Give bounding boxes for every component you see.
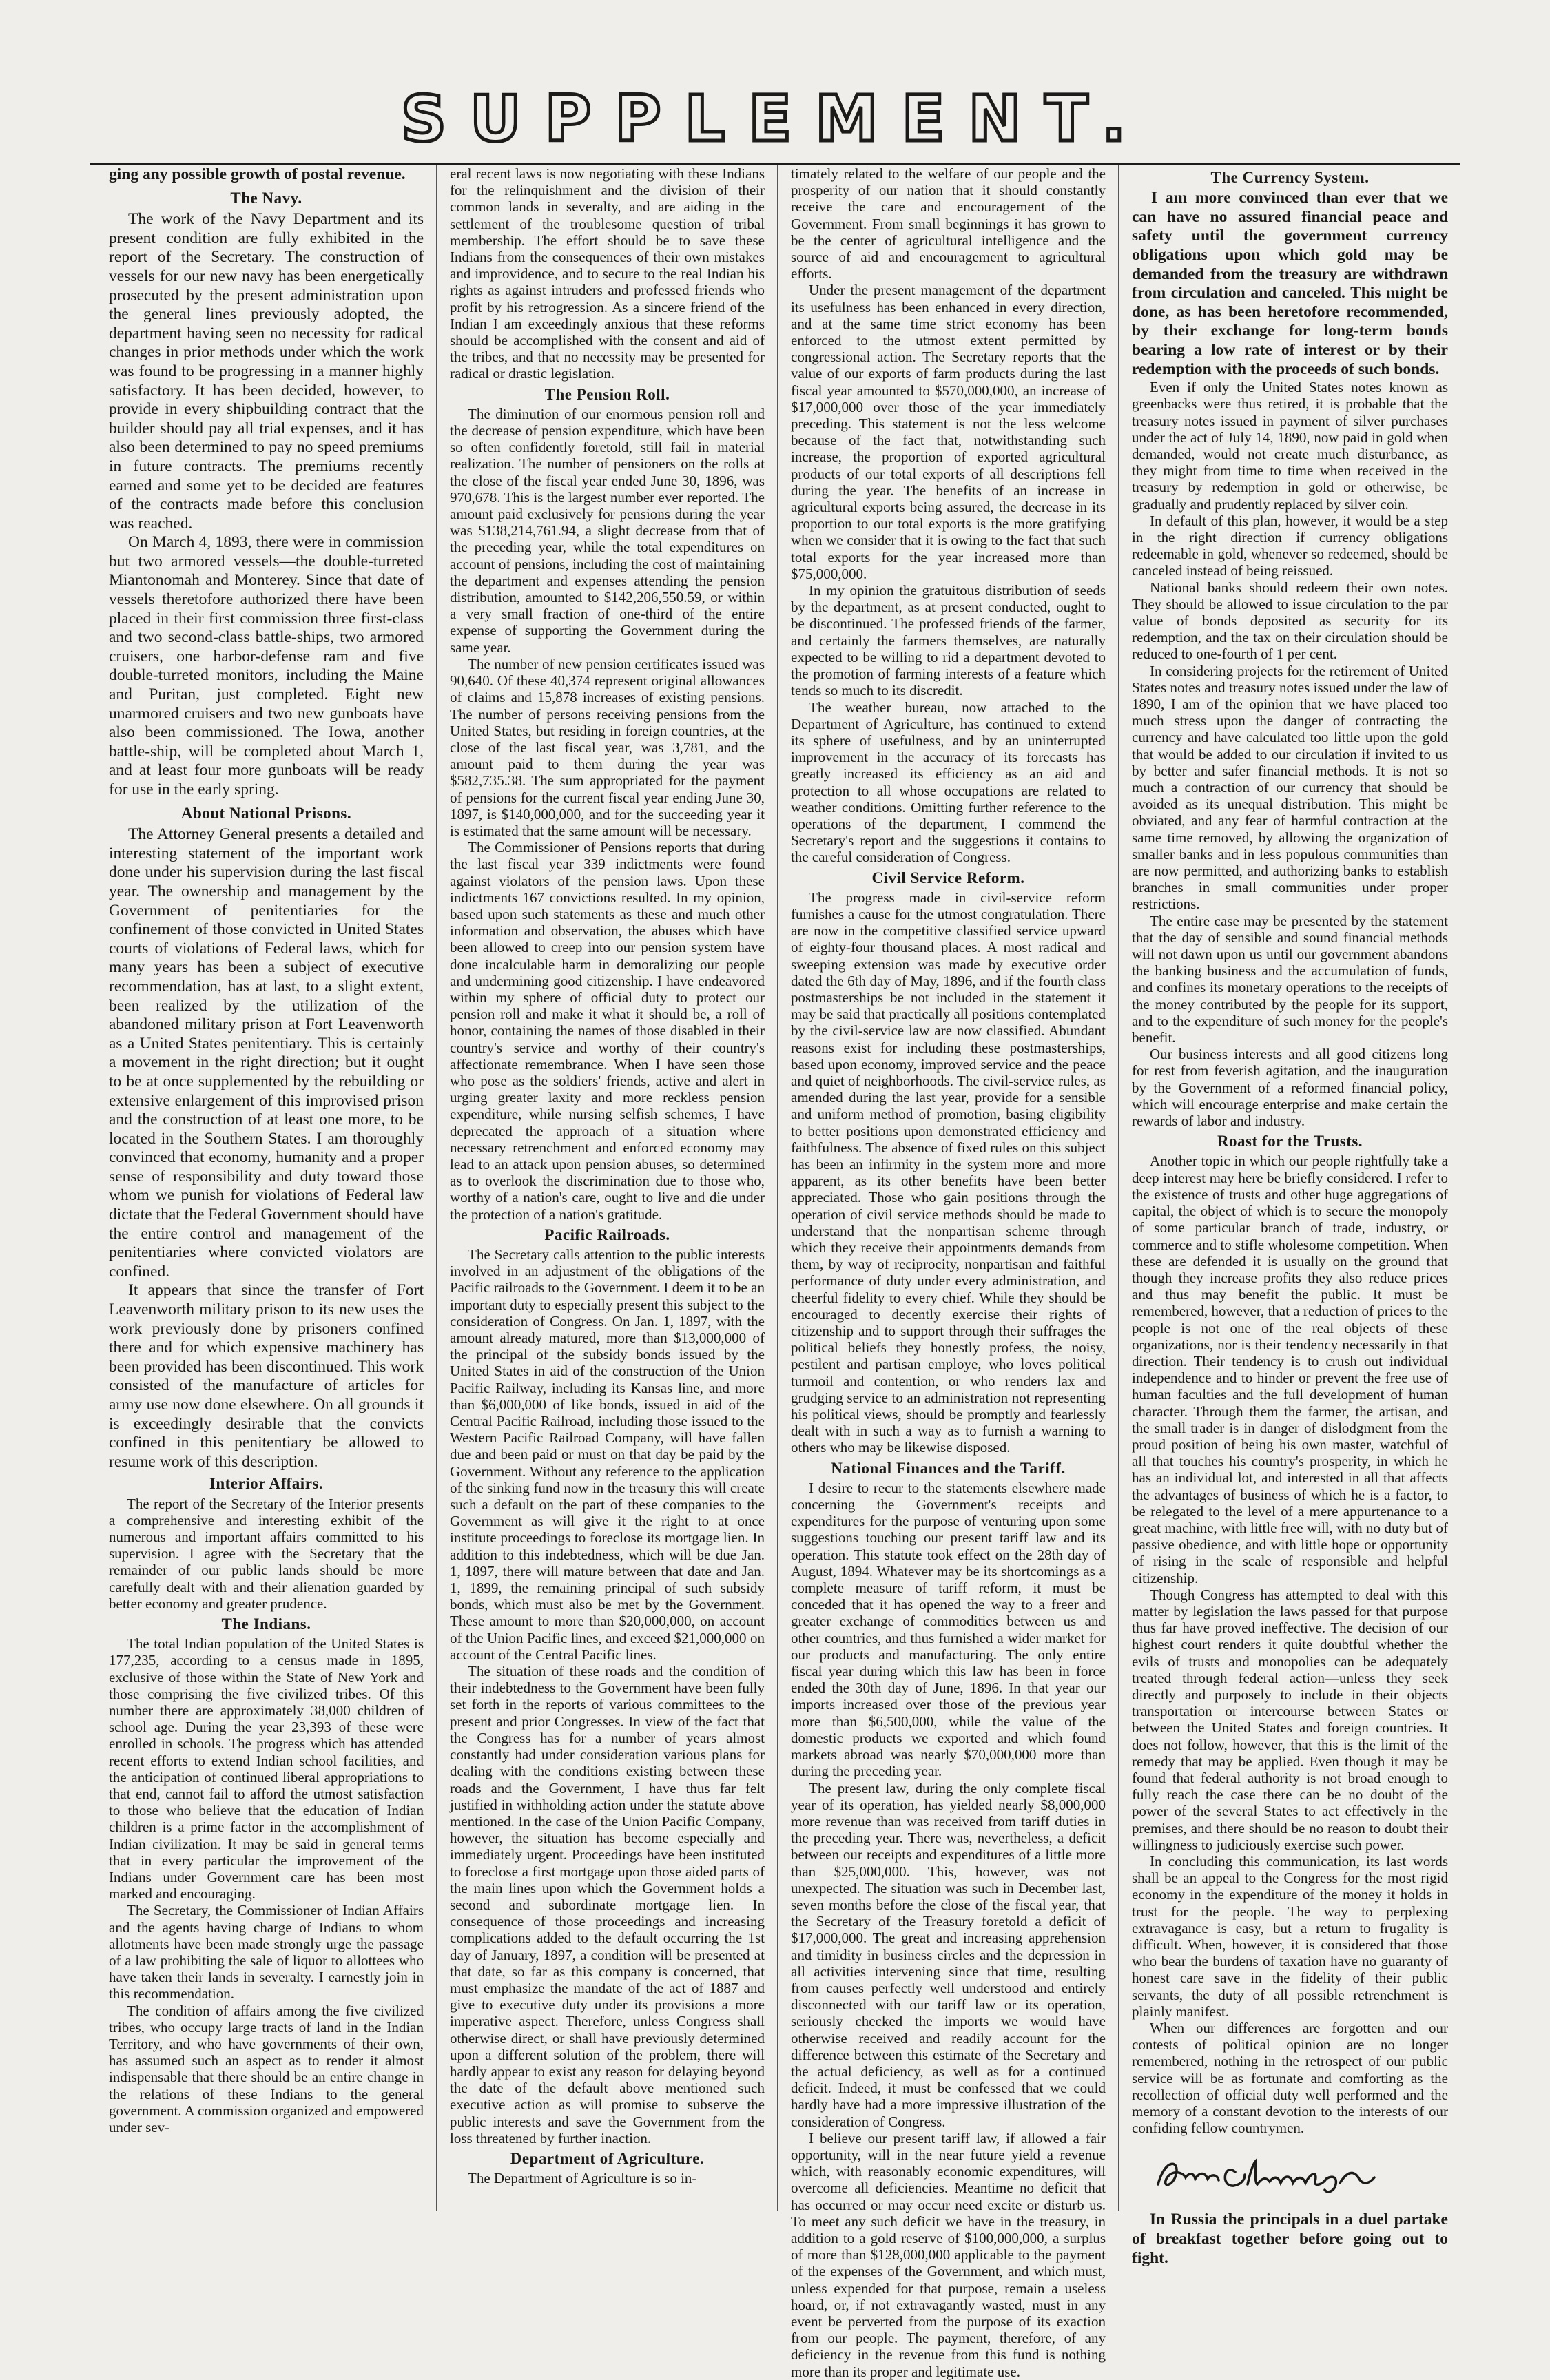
- heading-civil-service: Civil Service Reform.: [871, 869, 1025, 887]
- paragraph: Even if only the United States notes known as greenbacks were thus retired, it is probable that the treasury notes issued in payment of silver purchases under the act of July 14, 1890, now paid in gold when demanded, would not create much disturbance, as they might from time to time when received in the treasury by redemption in gold or otherwise, be gradually and prudently replaced by silver coin.: [1132, 379, 1448, 513]
- heading-agriculture: Department of Agriculture.: [510, 2149, 705, 2167]
- paragraph: timately related to the welfare of our people and the prosperity of our nation that it should constantly receive the care and encouragement of the Government. From small beginnings it has grown to be the center of agricultural intelligence and the source of aid and encouragement to agricultural efforts.: [791, 165, 1106, 282]
- paragraph: The total Indian population of the United States is 177,235, according to a census made in 1895, exclusive of those within the State of New York and those comprising the five civilized tribes. Of this number there are approximately 38,000 children of school age. During the year 23,393 of these were enrolled in schools. The progress which has attended recent efforts to extend Indian school facilities, and the anticipation of continued liberal appropriations to that end, cannot fail to afford the utmost satisfaction to those who believe that the education of Indian children is a prime factor in the accomplishment of Indian civilization. It may be said in general terms that in every particular the improvement of the Indians under Government care has been most marked and encouraging.: [109, 1635, 424, 1903]
- closing-note: In Russia the principals in a duel partake of breakfast together before going out to fight.: [1132, 2211, 1448, 2267]
- paragraph: Under the present management of the department its usefulness has been enhanced in every direction, and at the same time strict economy has been enforced to the utmost extent permitted by congressional action. The Secretary reports that the value of our exports of farm products during the last fiscal year amounted to $570,000,000, an increase of $17,000,000 over those of the year immediately preceding. This statement is not the less welcome because of the fact that, notwithstanding such increase, the proportion of exported agricultural products of our total exports of all descriptions fell during the year. The benefits of an increase in agricultural exports being assured, the decrease in its proportion to our total exports is the more gratifying when we consider that it is owing to the fact that such total exports for the year increased more than $75,000,000.: [791, 282, 1106, 582]
- heading-navy: The Navy.: [230, 189, 302, 207]
- paragraph: The Department of Agriculture is so in-: [468, 2170, 697, 2187]
- column-4-lead: [1132, 189, 1448, 379]
- paragraph: The entire case may be presented by the statement that the day of sensible and sound financial methods will not dawn upon us until our government abandons the banking business and the accumulation of funds, and confines its monetary operations to the receipts of the money contributed by the people for its support, and to the expenditure of such money for the people's benefit.: [1132, 912, 1448, 1046]
- heading-prisons: About National Prisons.: [180, 804, 352, 822]
- paragraph: The progress made in civil-service reform furnishes a cause for the utmost congratulation. There are now in the competitive classified service upward of eighty-four thousand places. A most radical and sweeping extension was made by executive order dated the 6th day of May, 1896, and if the fourth class postmasterships be not included in the statement it may be said that practically all positions contemplated by the civil-service law are now classified. Abundant reasons exist for including these postmasterships, based upon economy, improved service and the peace and quiet of neighborhoods. The civil-service rules, as amended during the last year, provide for a sensible and uniform method of promotion, basing eligibility to better positions upon demonstrated efficiency and faithfulness. The absence of fixed rules on this subject has been an infirmity in the system more and more apparent, as its other benefits have been better appreciated. Those who gain positions through the operation of civil service methods should be made to understand that the nonpartisan scheme through which they receive their appointments demands from them, by way of reciprocity, nonpartisan and faithful performance of duty under every administration, and cheerful fidelity to every chief. While they should be encouraged to decently exercise their rights of citizenship and to support through their suffrages the political beliefs they honestly profess, the noisy, pestilent and partisan employe, who loves political turmoil and contention, or who renders lax and grudging service to an administration not representing his political views, should be promptly and fearlessly dealt with in such a way as to furnish a warning to others who may be likewise disposed.: [791, 889, 1106, 1456]
- paragraph: The condition of affairs among the five civilized tribes, who occupy large tracts of land in the Indian Territory, and who have governments of their own, has assumed such an aspect as to render it almost indispensable that there should be an entire change in the relations of these Indians to the general government. A commission organized and empowered under sev-: [109, 2002, 424, 2136]
- paragraph: The number of new pension certificates issued was 90,640. Of these 40,374 represent original allowances of claims and 15,878 increases of existing pensions. The number of persons receiving pensions from the United States, but residing in foreign countries, at the close of the last fiscal year, was 3,781, and the amount paid to them during the year was $582,735.38. The sum appropriated for the payment of pensions for the current fiscal year ending June 30, 1897, is $140,000,000, and for the succeeding year it is estimated that the same amount will be necessary.: [450, 655, 765, 839]
- paragraph: The diminution of our enormous pension roll and the decrease of pension expenditure, which have been so often confidently foretold, still fail in material realization. The number of pensioners on the rolls at the close of the fiscal year ended June 30, 1896, was 970,678. This is the largest number ever reported. The amount paid exclusively for pensions during the year was $138,214,761.94, a slight decrease from that of the preceding year, while the total expenditures on account of pensions, including the cost of maintaining the department and expenses attending the pension distribution, amounted to $142,206,550.59, or within a very small fraction of one-third of the entire expense of supporting the Government during the same year.: [450, 405, 765, 656]
- paragraph: In my opinion the gratuitous distribution of seeds by the department, as at present conducted, ought to be discontinued. The professed friends of the farmer, and certainly the farmers themselves, are naturally expected to be willing to rid a department devoted to the promotion of farming interests of a feature which tends so much to its discredit.: [791, 582, 1106, 699]
- paragraph: I desire to recur to the statements elsewhere made concerning the Government's receipts and expenditures for the purpose of venturing upon some suggestions touching our present tariff law and its operation. This statute took effect on the 28th day of August, 1894. Whatever may be its shortcomings as a complete measure of tariff reform, it must be conceded that it has opened the way to a freer and greater exchange of commodities between us and other countries, and thus furnished a wider market for our products and manufacturing. The only entire fiscal year during which this law has been in force ended the 30th day of June, 1896. In that year our imports increased over those of the previous year more than $6,500,000, while the value of the domestic products we exported and which found markets abroad was nearly $70,000,000 more than during the preceding year.: [791, 1479, 1106, 1780]
- paragraph: I am more convinced than ever that we can have no assured financial peace and safety until the government currency obligations upon which gold may be demanded from the treasury are withdrawn from circulation and canceled. This might be done, as has been heretofore recommended, by their exchange for long-term bonds bearing a low rate of interest or by their redemption with the proceeds of such bonds.: [1132, 189, 1448, 378]
- fragment-text: ging any possible growth of postal revenue.: [109, 165, 406, 183]
- signature: [1153, 2151, 1448, 2200]
- paragraph: In concluding this communication, its last words shall be an appeal to the Congress for the most rigid economy in the expenditure of the money it holds in trust for the people. The way to perplexing extravagance is easy, but a return to frugality is difficult. When, however, it is considered that those who bear the burdens of taxation have no guaranty of honest care save in the fidelity of their public servants, the duty of all possible retrenchment is plainly manifest.: [1132, 1853, 1448, 2020]
- paragraph: Another topic in which our people rightfully take a deep interest may here be briefly considered. I refer to the existence of trusts and other huge aggregations of capital, the object of which is to secure the monopoly of some particular branch of trade, industry, or commerce and to stifle wholesome competition. When these are defended it is usually on the ground that though they increase profits they also reduce prices and thus may benefit the public. It must be remembered, however, that a reduction of prices to the people is not one of the real objects of these organizations, nor is their tendency necessarily in that direction. Their tendency is to crush out individual independence and to hinder or prevent the free use of human faculties and the full development of human character. Through them the farmer, the artisan, and the small trader is in danger of dislodgment from the proud position of being his own master, watchful of all that touches his country's prosperity, in which he has an individual lot, and interested in all that affects the advantages of business of which he is a factor, to be relegated to the level of a mere appurtenance to a great machine, with little free will, with no duty but of passive obedience, and with little hope or opportunity of rising in the scale of responsible and helpful citizenship.: [1132, 1152, 1448, 1586]
- paragraph: On March 4, 1893, there were in commission but two armored vessels—the double-turreted Miantonomah and Monterey. Since that date of vessels theretofore authorized there have been placed in their first commission three first-class and two second-class battle-ships, two armored cruisers, one harbor-defense ram and five double-turreted monitors, including the Maine and Puritan, just completed. Eight new unarmored cruisers and two new gunboats have also been commissioned. The Iowa, another battle-ship, will be completed about March 1, and at least four more gunboats will be ready for use in the early spring.: [109, 533, 424, 798]
- masthead: [83, 81, 1467, 157]
- paragraph: The weather bureau, now attached to the Department of Agriculture, has continued to extend its sphere of usefulness, and by an uninterrupted improvement in the accuracy of its forecasts has greatly increased its efficiency as an aid and protection to all whose occupations are related to weather conditions. Omitting further reference to the operations of the department, I commend the Secretary's report and the suggestions it contains to the careful consideration of Congress.: [791, 699, 1106, 866]
- paragraph: Our business interests and all good citizens long for rest from feverish agitation, and the inauguration by the Government of a reformed financial policy, which will encourage enterprise and make certain the rewards of labor and industry.: [1132, 1046, 1448, 1130]
- heading-indians: The Indians.: [221, 1615, 311, 1633]
- column-3: [778, 165, 1119, 2380]
- newspaper-columns: [96, 165, 1460, 2380]
- column-1: [96, 165, 437, 2211]
- paragraph: Though Congress has attempted to deal with this matter by legislation the laws passed for that purpose thus far have proved ineffective. The decision of our highest court renders it quite doubtful whether the evils of trusts and monopolies can be adequately treated through federal action—unless they seek directly and purposely to include in their objects transportation or intercourse between States or between the United States and foreign countries. It does not follow, however, that this is the limit of the remedy that may be applied. Even though it may be found that federal authority is not broad enough to fully reach the case there can be no doubt of the power of the several States to act effectively in the premises, and there should be no reason to doubt their willingness to judiciously exercise such power.: [1132, 1586, 1448, 1853]
- header-rule: [90, 163, 1460, 165]
- paragraph: When our differences are forgotten and our contests of political opinion are no longer remembered, nothing in the retrospect of our public service will be as fortunate and comforting as the recollection of official duty well performed and the memory of a constant devotion to the interests of our confiding fellow countrymen.: [1132, 2020, 1448, 2137]
- column-4: [1119, 165, 1460, 2267]
- paragraph: The report of the Secretary of the Interior presents a comprehensive and interesting exhibit of the numerous and important affairs committed to his supervision. I agree with the Secretary that the remainder of our public lands should be more carefully dealt with and their alienation guarded by better economy and greater prudence.: [109, 1495, 424, 1612]
- paragraph: The situation of these roads and the condition of their indebtedness to the Government have been fully set forth in the reports of various committees to the present and prior Congresses. In view of the fact that the Congress has for a number of years almost constantly had under consideration various plans for dealing with the conditions existing between these roads and the Government, I have thus far felt justified in withholding action under the statute above mentioned. In the case of the Union Pacific Company, however, the situation has become especially and immediately urgent. Proceedings have been instituted to foreclose a first mortgage upon those aided parts of the main lines upon which the Government holds a second and subordinate mortgage lien. In consequence of those proceedings and increasing complications added to the default occurring the 1st day of January, 1897, a condition will be presented at that date, so far as this company is concerned, that must emphasize the mandate of the act of 1887 and give to executive duty under its provisions a more imperative aspect. Therefore, unless Congress shall otherwise direct, or shall have previously determined upon a different solution of the problem, there will hardly appear to exist any reason for delaying beyond the date of the default above mentioned such executive action as will promise to subserve the public interests and save the Government from the loss threatened by further inaction.: [450, 1663, 765, 2146]
- paragraph: It appears that since the transfer of Fort Leavenworth military prison to its new uses the work previously done by prisoners confined there and for which expensive machinery has been provided has been discontinued. This work consisted of the manufacture of articles for army use now done elsewhere. On all grounds it is exceedingly desirable that the convicts confined in this penitentiary be allowed to resume work of this description.: [109, 1281, 424, 1471]
- signature-icon: [1153, 2151, 1380, 2200]
- paragraph: In default of this plan, however, it would be a step in the right direction if currency obligations redeemable in gold, whenever so redeemed, should be canceled instead of being reissued.: [1132, 512, 1448, 579]
- heading-finances: National Finances and the Tariff.: [831, 1459, 1066, 1477]
- paragraph: In considering projects for the retirement of United States notes and treasury notes issued under the law of 1890, I am of the opinion that we have placed too much stress upon the danger of contracting the currency and have calculated too little upon the gold that would be added to our circulation if invited to us by better and safer financial methods. It is not so much a contraction of our currency that should be avoided as its unequal distribution. This might be obviated, and any fear of harmful contraction at the same time removed, by allowing the organization of smaller banks and in less populous communities than are now permitted, and authorizing banks to establish branches in small communities under proper restrictions.: [1132, 662, 1448, 913]
- column-2: [437, 165, 778, 2211]
- heading-trusts: Roast for the Trusts.: [1217, 1132, 1363, 1150]
- heading-pension: The Pension Roll.: [544, 385, 670, 403]
- paragraph: National banks should redeem their own notes. They should be allowed to issue circulation to the par value of bonds deposited as security for its redemption, and the tax on their circulation should be reduced to one-fourth of 1 per cent.: [1132, 579, 1448, 663]
- paragraph: The Secretary calls attention to the public interests involved in an adjustment of the obligations of the Pacific railroads to the Government. I deem it to be an important duty to especially present this subject to the consideration of Congress. On Jan. 1, 1897, with the amount already matured, more than $13,000,000 of the principal of the subsidy bonds issued by the United States in aid of the construction of the Union Pacific Railway, including its Kansas line, and more than $6,000,000 of like bonds, issued in aid of the Central Pacific Railroad, including those issued to the Western Pacific Railroad Company, will have fallen due and been paid or must on that day be paid by the Government. Without any reference to the application of the sinking fund now in the treasury this will create such a default on the part of these companies to the Government as will give it the right to at once institute proceedings to foreclose its mortgage lien. In addition to this indebtedness, which will be due Jan. 1, 1897, there will mature between that date and Jan. 1, 1899, the remaining principal of such subsidy bonds, which must also be met by the Government. These amount to more than $20,000,000, on account of the Union Pacific lines, and exceed $21,000,000 on account of the Central Pacific lines.: [450, 1246, 765, 1663]
- paragraph: The work of the Navy Department and its present condition are fully exhibited in the report of the Secretary. The construction of vessels for our new navy has been energetically prosecuted by the present administration upon the general lines previously adopted, the department having seen no necessity for radical changes in prior methods under which the work was found to be progressing in a manner highly satisfactory. It has been decided, however, to provide in every shipbuilding contract that the builder should pay all trial expenses, and it has also been determined to pay no speed premiums in future contracts. The premiums recently earned and some yet to be decided are features of the contracts made before this conclusion was reached.: [109, 210, 424, 532]
- paragraph: The present law, during the only complete fiscal year of its operation, has yielded nearly $8,000,000 more revenue than was received from tariff duties in the preceding year. There was, nevertheless, a deficit between our receipts and expenditures of a little more than $25,000,000. This, however, was not unexpected. The situation was such in December last, seven months before the close of the fiscal year, that the Secretary of the Treasury foretold a deficit of $17,000,000. The great and increasing apprehension and timidity in business circles and the depression in all activities intervening since that time, resulting from causes perfectly well understood and entirely disconnected with our tariff law or its operation, seriously checked the imports we would have otherwise received and readily account for the difference between this estimate of the Secretary and the actual deficiency, as well as for a continued deficit. Indeed, it must be confessed that we could hardly have had a more impressive illustration of the consideration of Congress.: [791, 1779, 1106, 2130]
- paragraph: I believe our present tariff law, if allowed a fair opportunity, will in the near future yield a revenue which, with reasonably economic expenditures, will overcome all deficiencies. Meantime no deficit that has occurred or may occur need excite or disturb us. To meet any such deficit we have in the treasury, in addition to a gold reserve of $100,000,000, a surplus of more than $128,000,000 applicable to the payment of the expenses of the Government, and which must, unless expended for that purpose, remain a useless hoard, or, if not extravagantly wasted, must in any event be perverted from the purpose of its exaction from our people. The payment, therefore, of any deficiency in the revenue from this fund is nothing more than its proper and legitimate use.: [791, 2129, 1106, 2380]
- paragraph: eral recent laws is now negotiating with these Indians for the relinquishment and the division of their common lands in severalty, and are aiding in the settlement of the troublesome question of tribal membership. The effort should be to save these Indians from the consequences of their own mistakes and improvidence, and to secure to the real Indian his rights as against intruders and professed friends who profit by his retrogression. As a sincere friend of the Indian I am exceedingly anxious that these reforms should be accomplished with the consent and aid of the tribes, and that no necessity may be presented for radical or drastic legislation.: [450, 165, 765, 382]
- heading-currency: The Currency System.: [1210, 169, 1370, 186]
- heading-interior: Interior Affairs.: [209, 1475, 324, 1493]
- heading-pacific: Pacific Railroads.: [544, 1225, 670, 1243]
- column-1-body: [109, 165, 424, 1471]
- paragraph: The Attorney General presents a detailed and interesting statement of the important work done under his supervision during the last fiscal year. The ownership and management by the Government of penitentiaries for the confinement of those convicted in United States courts of violations of Federal laws, which for many years has been a subject of executive recommendation, has at last, to a slight extent, been realized by the utilization of the abandoned military prison at Fort Leavenworth as a United States penitentiary. This is certainly a movement in the right direction; but it ought to be at once supplemented by the rebuilding or extensive enlargement of this improvised prison and the construction of at least one more, to be located in the Southern States. I am thoroughly convinced that economy, humanity and a proper sense of responsibility and duty toward those whom we punish for violations of Federal law dictate that the Federal Government should have the entire control and management of the penitentiaries where convicted violators are confined.: [109, 825, 424, 1281]
- paragraph: The Commissioner of Pensions reports that during the last fiscal year 339 indictments were found against violators of the pension laws. Upon these indictments 167 convictions resulted. In my opinion, based upon such statements as these and much other information and observation, the abuses which have been allowed to creep into our pension system have done incalculable harm in demoralizing our people and undermining good citizenship. I have endeavored within my sphere of official duty to protect our pension roll and make it what it should be, a roll of honor, containing the names of those disabled in their country's service and worthy of their country's affectionate remembrance. When I have seen those who pose as the soldiers' friends, active and alert in urging greater laxity and more reckless pension expenditure, while nursing selfish schemes, I have deprecated the approach of a situation where necessary retrenchment and enforced economy may lead to an attack upon pension abuses, so determined as to overlook the discrimination due to those who, worthy of a nation's care, ought to live and die under the protection of a nation's gratitude.: [450, 839, 765, 1223]
- paragraph: The Secretary, the Commissioner of Indian Affairs and the agents having charge of Indians to whom allotments have been made strongly urge the passage of a law prohibiting the sale of liquor to allottees who have taken their lands in severalty. I earnestly join in this recommendation.: [109, 1902, 424, 2003]
- page-title: SUPPLEMENT.: [400, 82, 1150, 156]
